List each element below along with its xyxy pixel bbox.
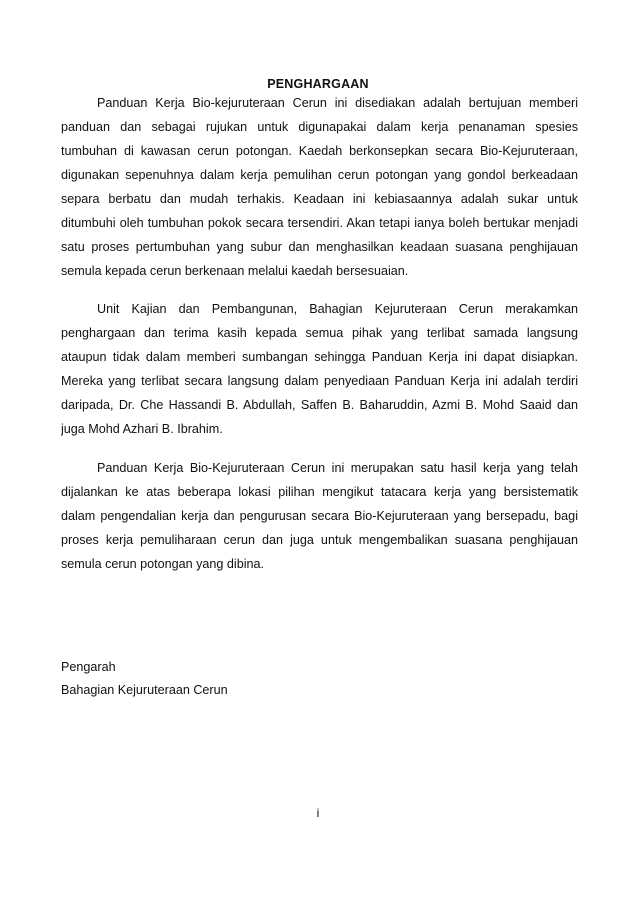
signature-block [61, 656, 228, 702]
paragraph-line: ataupun tidak dalam memberi sumbangan sehingga Panduan Kerja ini dapat disiapkan. [61, 350, 578, 364]
page-number: i [316, 806, 320, 820]
paragraph-3 [61, 456, 578, 576]
paragraph-line: juga Mohd Azhari B. Ibrahim. [61, 422, 223, 436]
paragraph-line: tumbuhan di kawasan cerun potongan. Kaedah berkonsepkan secara Bio-Kejuruteraan, [61, 144, 578, 158]
paragraph-line: separa berbatu dan mudah terhakis. Keadaan ini kebiasaannya adalah sukar untuk [61, 192, 578, 206]
paragraph-line: daripada, Dr. Che Hassandi B. Abdullah, Saffen B. Baharuddin, Azmi B. Mohd Saaid dan [61, 398, 578, 412]
paragraph-line: proses kerja pemuliharaan cerun dan juga untuk mengembalikan suasana penghijauan [61, 533, 578, 547]
paragraph-line: digunakan sepenuhnya dalam kerja pemulihan cerun potongan yang gondol berkeadaan [61, 168, 578, 182]
paragraph-line: Panduan Kerja Bio-kejuruteraan Cerun ini disediakan adalah bertujuan memberi [97, 96, 578, 110]
signature-role: Pengarah [61, 660, 116, 674]
paragraph-line: panduan dan sebagai rujukan untuk digunapakai dalam kerja penanaman spesies [61, 120, 578, 134]
paragraph-line: ditumbuhi oleh tumbuhan pokok secara tersendiri. Akan tetapi ianya boleh bertukar menjadi [61, 216, 578, 230]
paragraph-line: satu proses pertumbuhan yang subur dan menghasilkan keadaan suasana penghijauan [61, 240, 578, 254]
paragraph-1 [61, 91, 578, 283]
paragraph-line: Unit Kajian dan Pembangunan, Bahagian Kejuruteraan Cerun merakamkan [97, 302, 578, 316]
paragraph-line: semula cerun potongan yang dibina. [61, 557, 265, 571]
paragraph-line: dalam pengendalian kerja dan pengurusan secara Bio-Kejuruteraan yang bersepadu, bagi [61, 509, 578, 523]
paragraph-line: Mereka yang terlibat secara langsung dalam penyediaan Panduan Kerja ini adalah terdiri [61, 374, 578, 388]
paragraph-line: Panduan Kerja Bio-Kejuruteraan Cerun ini merupakan satu hasil kerja yang telah [97, 461, 578, 475]
paragraph-line: semula kepada cerun berkenaan melalui kaedah bersesuaian. [61, 264, 409, 278]
page-title: PENGHARGAAN [267, 77, 369, 91]
paragraph-line: dijalankan ke atas beberapa lokasi pilihan mengikut tatacara kerja yang bersistematik [61, 485, 578, 499]
signature-department: Bahagian Kejuruteraan Cerun [61, 683, 228, 697]
paragraph-line: penghargaan dan terima kasih kepada semua pihak yang terlibat samada langsung [61, 326, 578, 340]
paragraph-2 [61, 297, 578, 441]
